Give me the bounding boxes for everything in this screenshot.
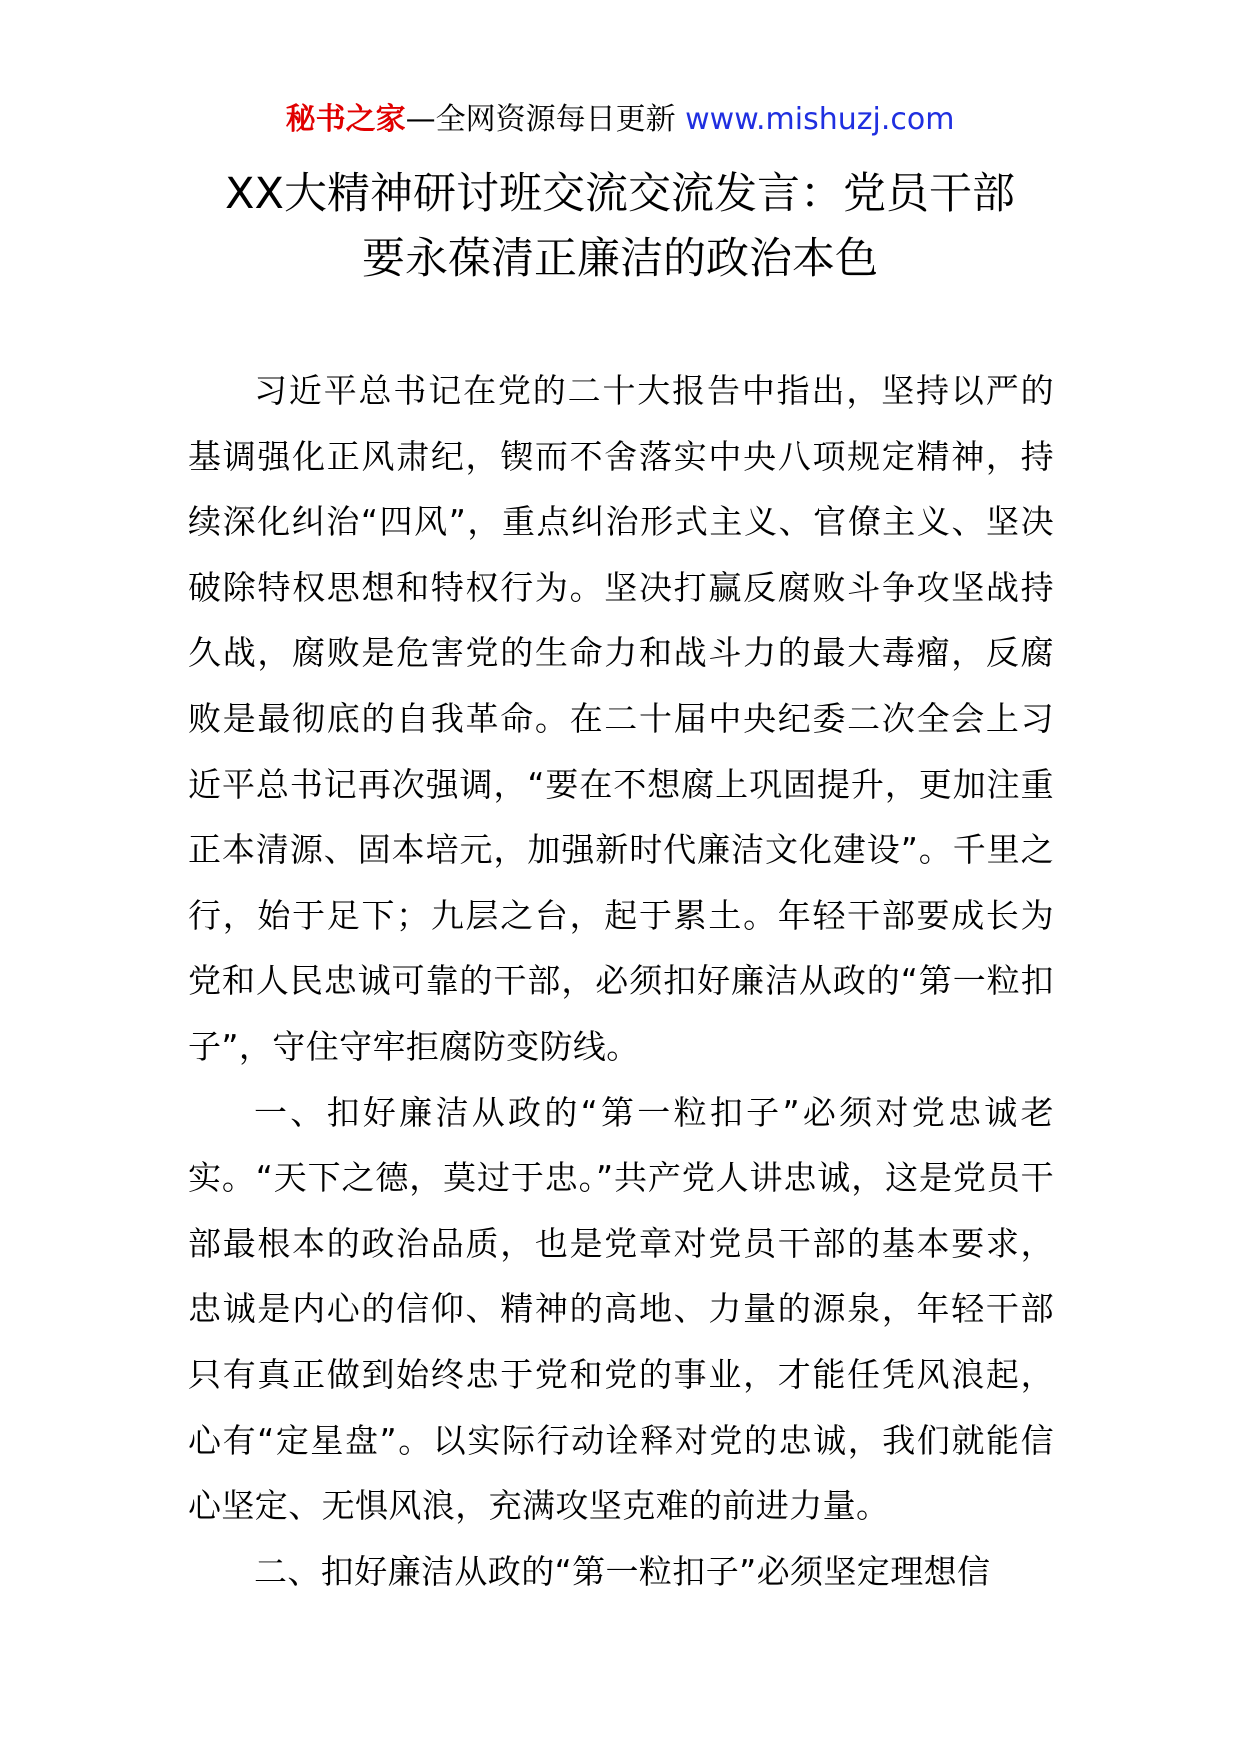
site-tagline: —全网资源每日更新 bbox=[405, 102, 676, 137]
document-title-line-1: XX大精神研讨班交流交流发言：党员干部 bbox=[225, 169, 1015, 219]
site-header bbox=[0, 100, 1240, 140]
site-brand: 秘书之家 bbox=[285, 102, 406, 137]
body-paragraph-2: 一、扣好廉洁从政的“第一粒扣子”必须对党忠诚老实。“天下之德，莫过于忠。”共产党人讲忠诚，这是党员干部最根本的政治品质，也是党章对党员干部的基本要求，忠诚是内心的信仰、精神的高地、力量的源泉，年轻干部只有真正做到始终忠于党和党的事业，才能任凭风浪起，心有“定星盘”。以实际行动诠释对党的忠诚，我们就能信心坚定、无惧风浪，充满攻坚克难的前进力量。 bbox=[188, 1092, 1054, 1526]
document-body bbox=[188, 358, 1054, 1604]
document-title bbox=[150, 162, 1090, 292]
body-paragraph-3: 二、扣好廉洁从政的“第一粒扣子”必须坚定理想信 bbox=[254, 1551, 991, 1591]
document-title-line-2: 要永葆清正廉洁的政治本色 bbox=[362, 234, 878, 284]
site-url-link[interactable]: www.mishuzj.com bbox=[685, 102, 955, 137]
body-paragraph-1: 习近平总书记在党的二十大报告中指出，坚持以严的基调强化正风肃纪，锲而不舍落实中央八项规定精神，持续深化纠治“四风”，重点纠治形式主义、官僚主义、坚决破除特权思想和特权行为。坚决打赢反腐败斗争攻坚战持久战，腐败是危害党的生命力和战斗力的最大毒瘤，反腐败是最彻底的自我革命。在二十届中央纪委二次全会上习近平总书记再次强调，“要在不想腐上巩固提升，更加注重正本清源、固本培元，加强新时代廉洁文化建设”。千里之行，始于足下；九层之台，起于累土。年轻干部要成长为党和人民忠诚可靠的干部，必须扣好廉洁从政的“第一粒扣子”，守住守牢拒腐防变防线。 bbox=[188, 371, 1054, 1066]
